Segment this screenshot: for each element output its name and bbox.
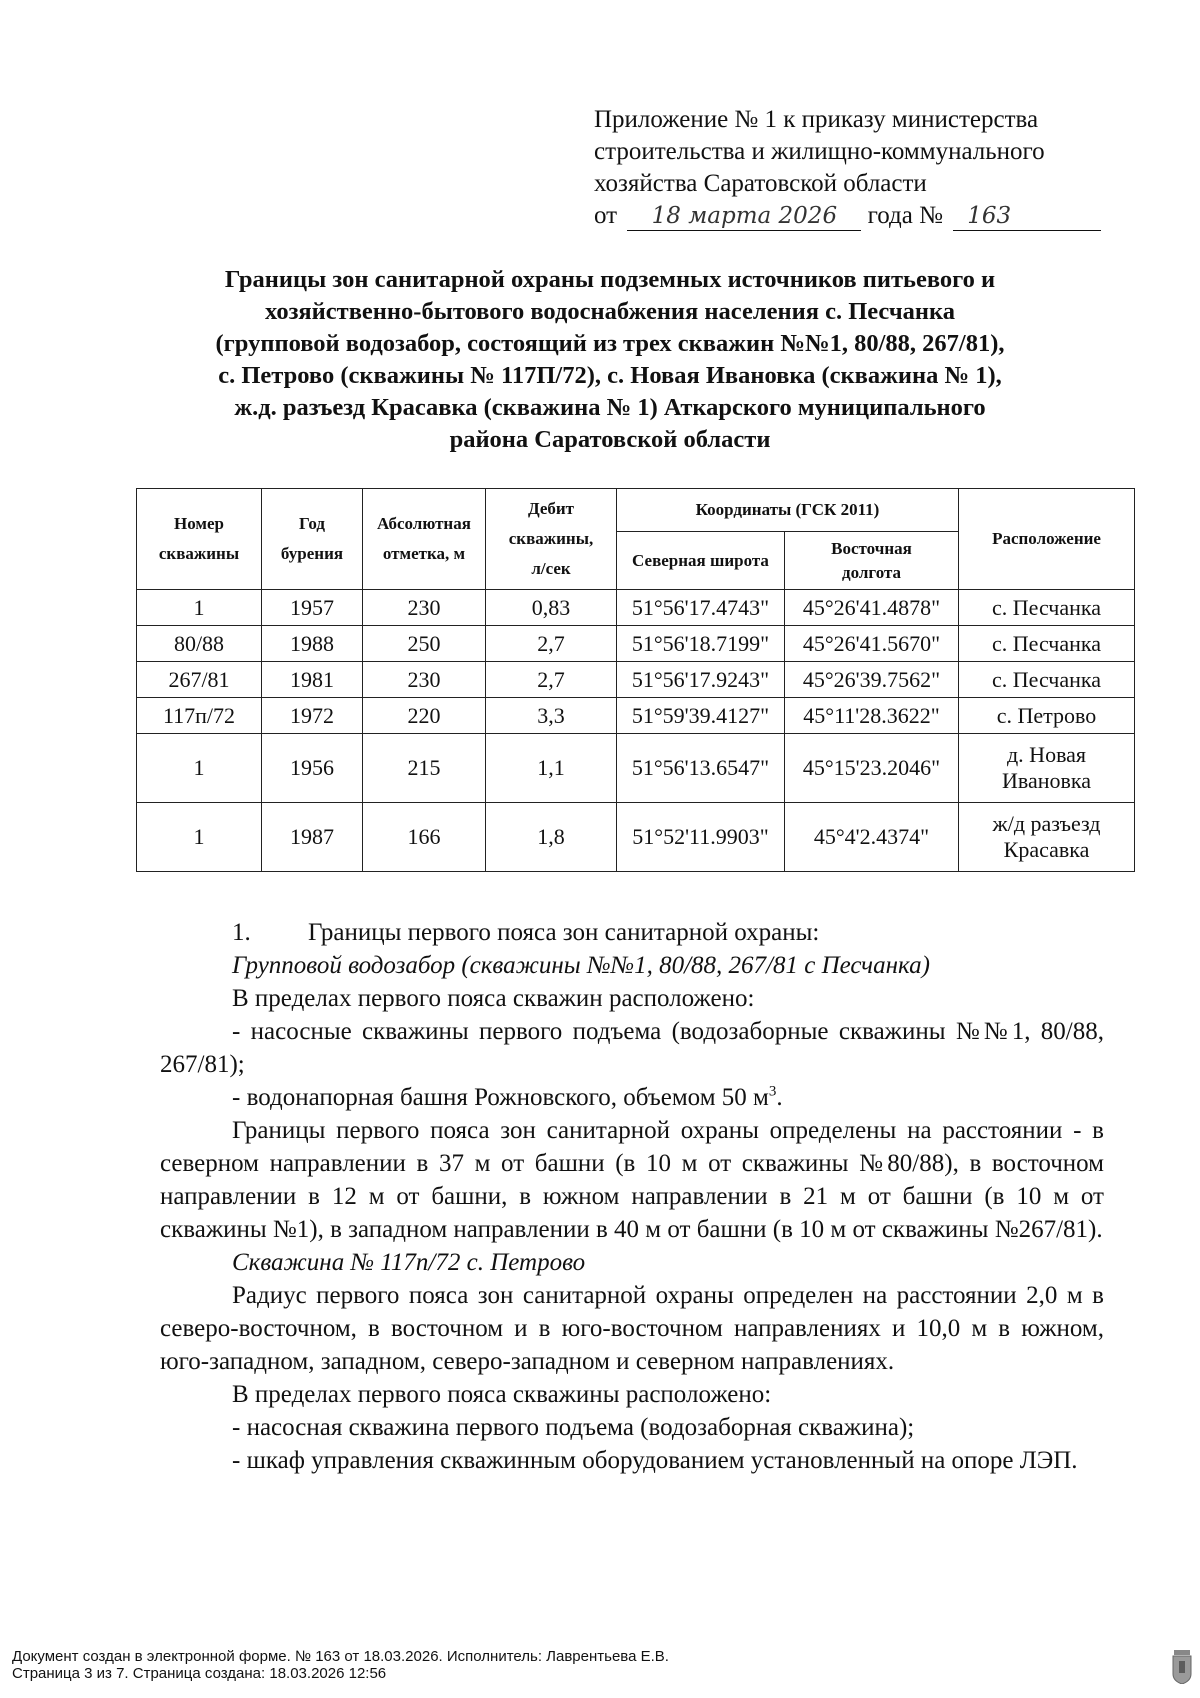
table-row: 117п/72 1972 220 3,3 51°59'39.4127" 45°11'28.3622" с. Петрово xyxy=(137,698,1135,734)
document-body xyxy=(160,916,1104,1477)
well-subtitle: Скважина № 117п/72 с. Петрово xyxy=(232,1249,586,1276)
paragraph: - насосная скважина первого подъема (водозаборная скважина); xyxy=(232,1414,915,1441)
paragraph: В пределах первого пояса скважин расположено: xyxy=(232,985,755,1012)
wells-table xyxy=(136,488,1135,872)
paragraph-tower: - водонапорная башня Рожновского, объемом 50 $м^3$. xyxy=(232,1083,783,1111)
title-line: хозяйственно-бытового водоснабжения населения с. Песчанка xyxy=(265,298,955,325)
handwritten-date: 18 марта 2026 xyxy=(627,202,861,231)
section-heading: 1. Границы первого пояса зон санитарной охраны: xyxy=(232,919,820,946)
header-latitude: Северная широта xyxy=(617,532,785,590)
header-longitude: Восточная долгота xyxy=(785,532,959,590)
from-label: от xyxy=(594,202,618,229)
appendix-line-2: строительства и жилищно-коммунального xyxy=(594,138,1045,165)
header-location: Расположение xyxy=(959,489,1135,590)
document-footer xyxy=(12,1648,1112,1682)
header-well-number: Номер скважины xyxy=(137,489,262,590)
table-row: 1 1957 230 0,83 51°56'17.4743" 45°26'41.4878" с. Песчанка xyxy=(137,590,1135,626)
table-row: 1 1956 215 1,1 51°56'13.6547" 45°15'23.2046" д. Новая Ивановка xyxy=(137,734,1135,803)
header-debit: Дебит скважины, л/сек xyxy=(486,489,617,590)
group-intake-subtitle: Групповой водозабор (скважины №№1, 80/88, 267/81 с Песчанка) xyxy=(232,952,930,979)
title-line: с. Петрово (скважины № 117П/72), с. Новая Ивановка (скважина № 1), xyxy=(218,362,1002,389)
table-row: 267/81 1981 230 2,7 51°56'17.9243" 45°26'39.7562" с. Песчанка xyxy=(137,662,1135,698)
paragraph: Границы первого пояса зон санитарной охраны определены на расстоянии - в северном направлении в 37 м от башни (в 10 м от скважины №80/88), в восточном направлении в 12 м от башни, в южном направлении в 21 м от башни (в 10 м от скважины №1), в западном направлении в 40 м от башни (в 10 м от скважины №267/81). xyxy=(160,1117,1104,1243)
title-line: Границы зон санитарной охраны подземных источников питьевого и xyxy=(224,266,996,293)
table-row: 80/88 1988 250 2,7 51°56'18.7199" 45°26'41.5670" с. Песчанка xyxy=(137,626,1135,662)
paragraph: - насосные скважины первого подъема (водозаборные скважины №№1, 80/88, 267/81); xyxy=(160,1018,1104,1078)
title-line: района Саратовской области xyxy=(449,426,771,453)
header-coordinates: Координаты (ГСК 2011) xyxy=(617,489,959,532)
appendix-line-3: хозяйства Саратовской области xyxy=(594,170,927,197)
header-drill-year: Год бурения xyxy=(262,489,363,590)
footer-line-1: Документ создан в электронной форме. № 163 от 18.03.2026. Исполнитель: Лаврентьева Е.В. xyxy=(12,1648,669,1665)
year-label: года № xyxy=(867,202,943,229)
handwritten-order-number: 163 xyxy=(953,202,1101,231)
paragraph: Радиус первого пояса зон санитарной охраны определен на расстоянии 2,0 м в северо-восточном, в восточном и в юго-восточном направлениях и 10,0 м в южном, юго-западном, западном, северо-западном и северном направлениях. xyxy=(160,1282,1104,1375)
footer-line-2: Страница 3 из 7. Страница создана: 18.03.2026 12:56 xyxy=(12,1665,387,1682)
title-line: ж.д. разъезд Красавка (скважина № 1) Аткарского муниципального xyxy=(234,394,986,421)
header-elevation: Абсолютная отметка, м xyxy=(363,489,486,590)
table-row: 1 1987 166 1,8 51°52'11.9903" 45°4'2.4374" ж/д разъезд Красавка xyxy=(137,803,1135,872)
coat-of-arms-icon xyxy=(1172,1650,1192,1684)
appendix-line-1: Приложение № 1 к приказу министерства xyxy=(594,106,1039,133)
paragraph: - шкаф управления скважинным оборудованием установленный на опоре ЛЭП. xyxy=(232,1447,1078,1474)
appendix-header xyxy=(594,104,1114,232)
paragraph: В пределах первого пояса скважины расположено: xyxy=(232,1381,772,1408)
title-line: (групповой водозабор, состоящий из трех скважин №№1, 80/88, 267/81), xyxy=(215,330,1005,357)
document-title xyxy=(140,264,1080,456)
appendix-date-line xyxy=(594,200,1114,232)
